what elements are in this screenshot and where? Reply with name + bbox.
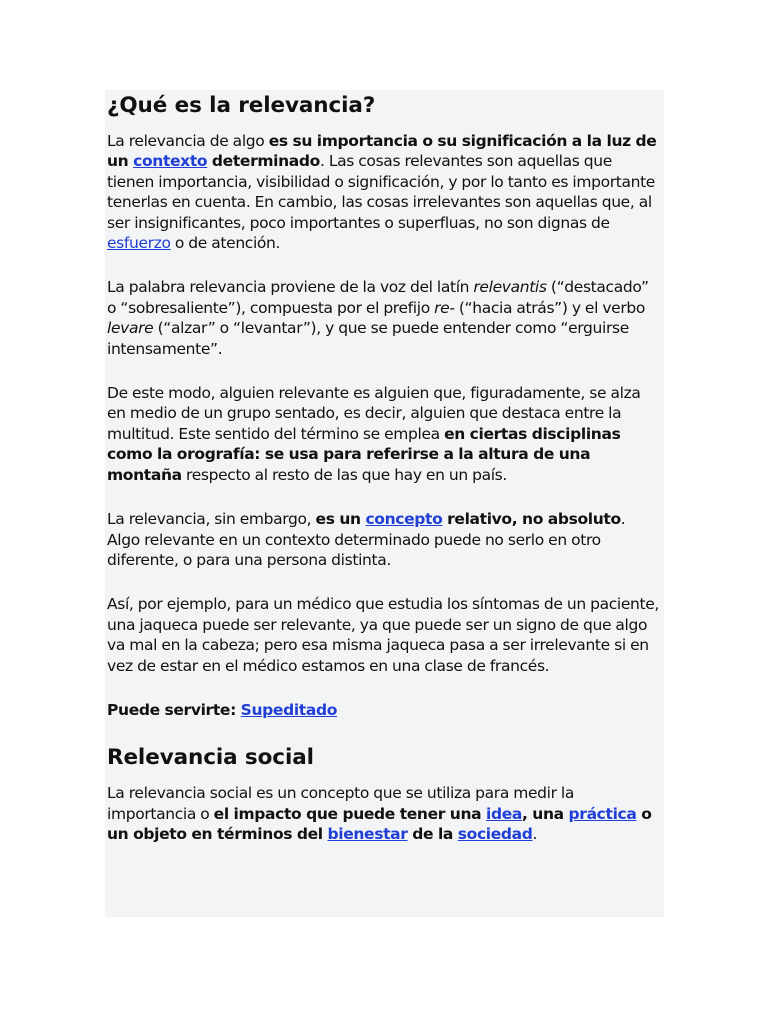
link-concepto[interactable]: concepto bbox=[365, 510, 443, 529]
text-span: La relevancia de algo bbox=[107, 132, 269, 150]
text-span: (“hacia atrás”) y el verbo bbox=[454, 298, 645, 317]
link-contexto[interactable]: contexto bbox=[133, 152, 208, 171]
bold-span: el impacto que puede tener una bbox=[213, 804, 487, 823]
bold-span: es su importancia o su significación a la luz de un bbox=[107, 132, 657, 171]
paragraph-example: Así, por ejemplo, para un médico que estudia los síntomas de un paciente, una jaqueca puede ser relevante, ya que puede ser un signo de que algo va mal en la cabeza; pero esa misma jaqueca pasa a ser irrelevante si en vez de estar en el médico estamos en una clase de francés. bbox=[107, 595, 660, 675]
italic-span: re- bbox=[434, 298, 455, 317]
paragraph-social bbox=[107, 783, 659, 844]
bold-span: de la bbox=[407, 825, 458, 844]
paragraph-definition bbox=[107, 131, 659, 253]
link-sociedad[interactable]: sociedad bbox=[457, 825, 533, 844]
bold-span: , una bbox=[522, 804, 569, 823]
link-practica[interactable]: práctica bbox=[568, 804, 637, 823]
text-span: . bbox=[532, 825, 538, 844]
bold-span: es un bbox=[315, 510, 366, 529]
article-content bbox=[107, 92, 659, 845]
text-span: La relevancia, sin embargo, bbox=[107, 510, 316, 529]
paragraph-etymology bbox=[107, 277, 659, 359]
bold-span: determinado bbox=[207, 152, 320, 171]
text-span: o de atención. bbox=[170, 234, 281, 253]
paragraph-relative bbox=[107, 509, 659, 570]
bold-span: o un objeto en términos del bbox=[107, 804, 652, 844]
text-span: (“destacado” o “sobresaliente”), compuesta por el prefijo bbox=[107, 278, 649, 317]
italic-span: relevantis bbox=[473, 278, 547, 297]
text-span: . Las cosas relevantes son aquellas que tienen importancia, visibilidad o significación, y por lo tanto es importante tenerlas en cuenta. En cambio, las cosas irrelevantes son aquellas que, al ser insignificantes, poco importantes o superfluas, no son dignas de bbox=[107, 152, 655, 232]
italic-span: levare bbox=[107, 319, 154, 338]
text-span: (“alzar” o “levantar”), y que se puede entender como “erguirse intensamente”. bbox=[107, 319, 629, 358]
puede-servirte-label: Puede servirte: bbox=[107, 700, 241, 719]
paragraph-orografia bbox=[107, 383, 659, 485]
text-span: . Algo relevante en un contexto determinado puede no serlo en otro diferente, o para una persona distinta. bbox=[107, 510, 626, 569]
heading-relevancia-social: Relevancia social bbox=[107, 745, 314, 771]
bold-span: en ciertas disciplinas como la orografía: se usa para referirse a la altura de una montaña bbox=[107, 424, 621, 484]
link-esfuerzo[interactable]: esfuerzo bbox=[107, 234, 171, 253]
link-bienestar[interactable]: bienestar bbox=[327, 825, 408, 844]
heading-que-es-relevancia: ¿Qué es la relevancia? bbox=[107, 93, 376, 118]
text-span: La palabra relevancia proviene de la voz del latín bbox=[107, 278, 474, 297]
text-span: De este modo, alguien relevante es alguien que, figuradamente, se alza en medio de un grupo sentado, es decir, alguien que destaca entre la multitud. Este sentido del término se emplea bbox=[107, 384, 641, 443]
bold-span: relativo, no absoluto bbox=[442, 510, 621, 529]
text-span: respecto al resto de las que hay en un país. bbox=[181, 465, 507, 484]
paragraph-puede-servirte bbox=[107, 700, 659, 720]
link-idea[interactable]: idea bbox=[486, 804, 523, 823]
link-supeditado[interactable]: Supeditado bbox=[240, 700, 337, 719]
text-span: La relevancia social es un concepto que se utiliza para medir la importancia o bbox=[107, 784, 575, 823]
